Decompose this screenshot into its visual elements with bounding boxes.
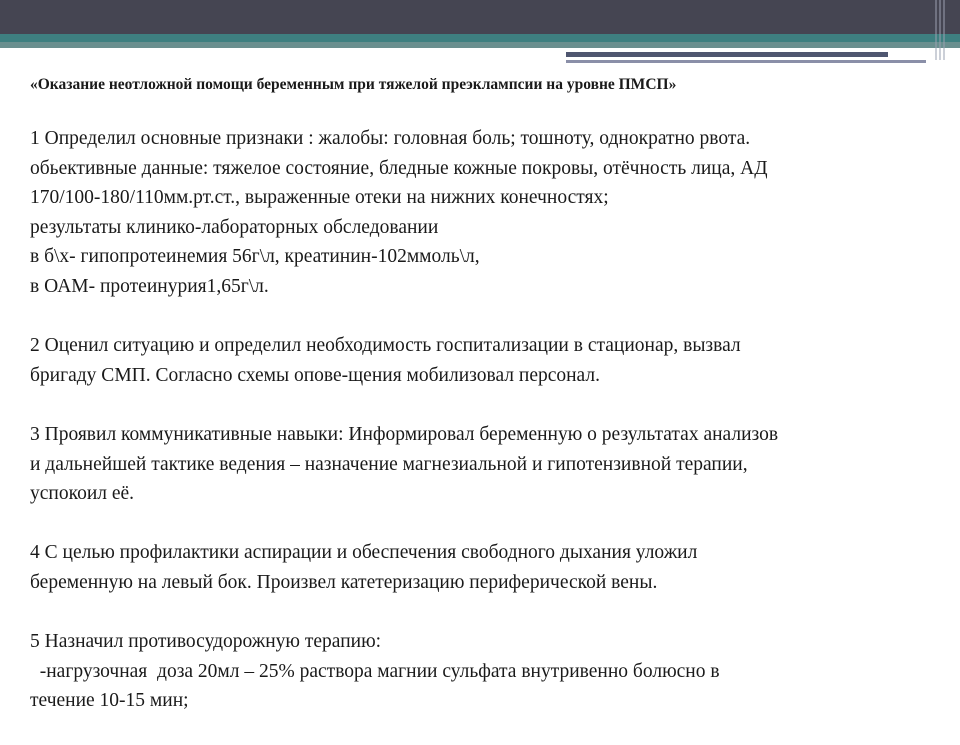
text-line: в б\х- гипопротеинемия 56г\л, креатинин-102ммоль\л, (30, 246, 480, 268)
text-line: успокоил её. (30, 483, 135, 505)
accent-bar (566, 52, 888, 57)
text-line: бригаду СМП. Согласно схемы опове-щения мобилизовал персонал. (30, 364, 600, 386)
text-line: течение 10-15 мин; (30, 690, 189, 712)
text-line: 2 Оценил ситуацию и определил необходимость госпитализации в стационар, вызвал (30, 335, 741, 357)
text-line: -нагрузочная доза 20мл – 25% раствора магнии сульфата внутривенно болюсно в (30, 660, 720, 682)
text-line: обьективные данные: тяжелое состояние, бледные кожные покровы, отёчность лица, АД (30, 157, 768, 179)
paragraph-2 (30, 331, 955, 390)
paragraph-5 (30, 627, 955, 716)
header-band-teal (0, 34, 960, 42)
text-line: 4 С целью профилактики аспирации и обеспечения свободного дыхания уложил (30, 542, 698, 564)
text-line: 1 Определил основные признаки : жалобы: головная боль; тошноту, однократно рвота. (30, 128, 751, 149)
header-band-dark (0, 0, 960, 34)
text-line: 3 Проявил коммуникативные навыки: Информировал беременную о результатах анализов (30, 423, 779, 445)
paragraph-4 (30, 538, 955, 597)
text-line: 5 Назначил противосудорожную терапию: (30, 631, 382, 653)
text-line: и дальнейшей тактике ведения – назначение магнезиальной и гипотензивной терапии, (30, 453, 748, 475)
text-line: 170/100-180/110мм.рт.ст., выраженные отеки на нижних конечностях; (30, 187, 609, 209)
accent-bar-thin (566, 60, 926, 63)
paragraph-1 (30, 124, 955, 302)
text-line: беременную на левый бок. Произвел катетеризацию периферической вены. (30, 571, 658, 593)
slide-content (30, 124, 955, 745)
header-band-gray (0, 42, 960, 48)
corner-decoration (930, 0, 960, 60)
text-line: в ОАМ- протеинурия1,65г\л. (30, 275, 269, 297)
slide-title: «Оказание неотложной помощи беременным при тяжелой преэклампсии на уровне ПМСП» (30, 76, 677, 93)
paragraph-3 (30, 420, 955, 509)
text-line: результаты клинико-лабораторных обследовании (30, 216, 439, 238)
